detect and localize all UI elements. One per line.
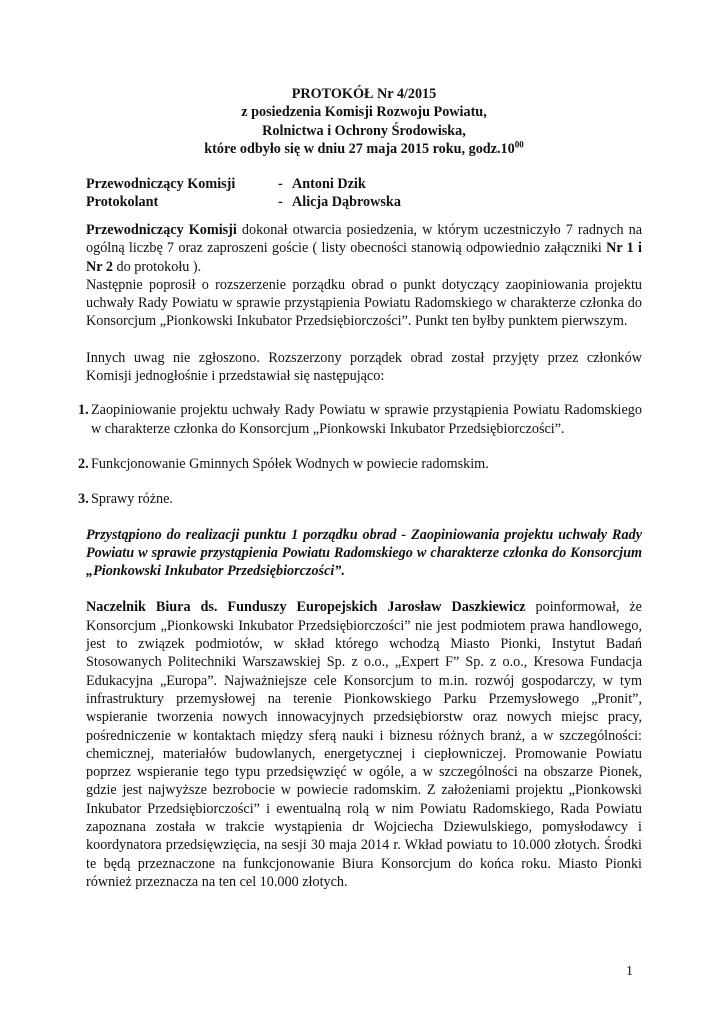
agenda-item-text: Funkcjonowanie Gminnych Spółek Wodnych w powiecie radomskim.	[91, 455, 489, 472]
role-label: Przewodniczący Komisji	[86, 176, 236, 192]
roles-block	[86, 175, 642, 212]
protocol-subtitle-2: Rolnictwa i Ochrony Środowiska,	[262, 122, 466, 139]
agenda-item-text: Zaopiniowanie projektu uchwały Rady Powiatu w sprawie przystąpienia Powiatu Radomskiego w charakterze członka do Konsorcjum „Pionkowski Inkubator Przedsiębiorczości”.	[91, 402, 642, 437]
agenda-extension-paragraph: Następnie poprosił o rozszerzenie porządku obrad o punkt dotyczący zaopiniowania projektu uchwały Rady Powiatu w sprawie przystąpienia Powiatu Radomskiego w charakterze członka do Konsorcjum „Pionkowski Inkubator Przedsiębiorczości”. Punkt ten byłby punktem pierwszym.	[86, 276, 642, 330]
report-text: poinformował, że Konsorcjum „Pionkowski Inkubator Przedsiębiorczości” nie jest podmiotem prawa handlowego, jest to związek podmiotów, w skład którego wchodzą Miasto Pionki, Instytut Badań Stosowanych Politechniki Warszawskiej Sp. z o.o., „Expert F” Sp. z o.o., Kresowa Fundacja Edukacyjna „Europa”. Najważniejsze cele Konsorcjum to m.in. rozwój gospodarczy, w tym infrastruktury przemysłowej na terenie Pionkowskiego Parku Przemysłowego „Pronit”, wspieranie tworzenia nowych innowacyjnych przedsiębiorstw oraz nowych miejsc pracy, pośredniczenie w kontaktach między sferą nauki i biznesu różnych branż, a w szczególności: chemicznej, materiałów budowlanych, energetycznej i ciepłowniczej. Promowanie Powiatu poprzez wspieranie tego typu przedsięwzięć w ogóle, a w szczególności na obszarze Pionek, gdzie jest najwyższe bezrobocie w powiecie radomskim. Z założeniami projektu „Pionkowski Inkubator Przedsiębiorczości” i ewentualną rolą w nim Powiatu Radomskiego, Rada Powiatu zapoznana została w trakcie wystąpienia dr Wojciecha Dziewulskiego, pomysłodawcy i koordynatora przedsięwzięcia, na sesji 30 maja 2014 r. Wkład powiatu to 10.000 złotych. Środki te będą przeznaczone na funkcjonowanie Biura Konsorcjum do końca roku. Miasto Pionki również przeznacza na ten cel 10.000 złotych.	[86, 599, 642, 890]
agenda-item-number: 2.	[78, 455, 89, 472]
agenda-list	[78, 401, 642, 508]
attachments-ref: Nr 1 i Nr 2	[86, 240, 642, 275]
chair-lead: Przewodniczący Komisji	[86, 222, 237, 238]
protocol-date-line	[86, 140, 642, 158]
role-row-recorder	[86, 193, 642, 211]
protocol-header	[86, 85, 642, 158]
opening-paragraph	[86, 221, 642, 276]
meeting-date-text: które odbyło się w dniu 27 maja 2015 roku, godz.10	[204, 140, 515, 157]
agenda-item	[78, 490, 642, 508]
role-row-chair	[86, 175, 642, 193]
role-person: Antoni Dzik	[292, 176, 366, 192]
role-label: Protokolant	[86, 194, 159, 211]
report-paragraph	[86, 598, 642, 891]
agenda-item-number: 1.	[78, 402, 89, 419]
page-number: 1	[626, 964, 633, 979]
role-separator: -	[278, 194, 283, 211]
agenda-item-number: 3.	[78, 491, 89, 508]
opening-text-b: do protokołu ).	[112, 258, 202, 275]
agenda-item	[78, 455, 642, 473]
agenda-item	[78, 401, 642, 438]
speaker-lead: Naczelnik Biura ds. Funduszy Europejskich Jarosław Daszkiewicz	[86, 599, 526, 616]
agenda-item-text: Sprawy różne.	[91, 491, 173, 508]
meeting-time-superscript: 00	[514, 139, 524, 150]
agenda-accepted-paragraph: Innych uwag nie zgłoszono. Rozszerzony porządek obrad został przyjęty przez członków Komisji jednogłośnie i przedstawiał się następująco:	[86, 349, 642, 385]
role-separator: -	[278, 176, 283, 192]
protocol-subtitle-1: z posiedzenia Komisji Rozwoju Powiatu,	[241, 104, 487, 121]
role-person: Alicja Dąbrowska	[292, 194, 401, 211]
protocol-body	[78, 221, 642, 891]
protocol-title: PROTOKÓŁ Nr 4/2015	[291, 86, 437, 102]
section-heading: Przystąpiono do realizacji punktu 1 porządku obrad - Zaopiniowania projektu uchwały Rady Powiatu w sprawie przystąpienia Powiatu Radomskiego w charakterze członka do Konsorcjum „Pionkowski Inkubator Przedsiębiorczości”.	[86, 526, 642, 580]
opening-text-a: dokonał otwarcia posiedzenia, w którym uczestniczyło 7 radnych na ogólną liczbę 7 oraz zaproszeni goście ( listy obecności stanowią odpowiednio załączniki	[86, 222, 642, 257]
